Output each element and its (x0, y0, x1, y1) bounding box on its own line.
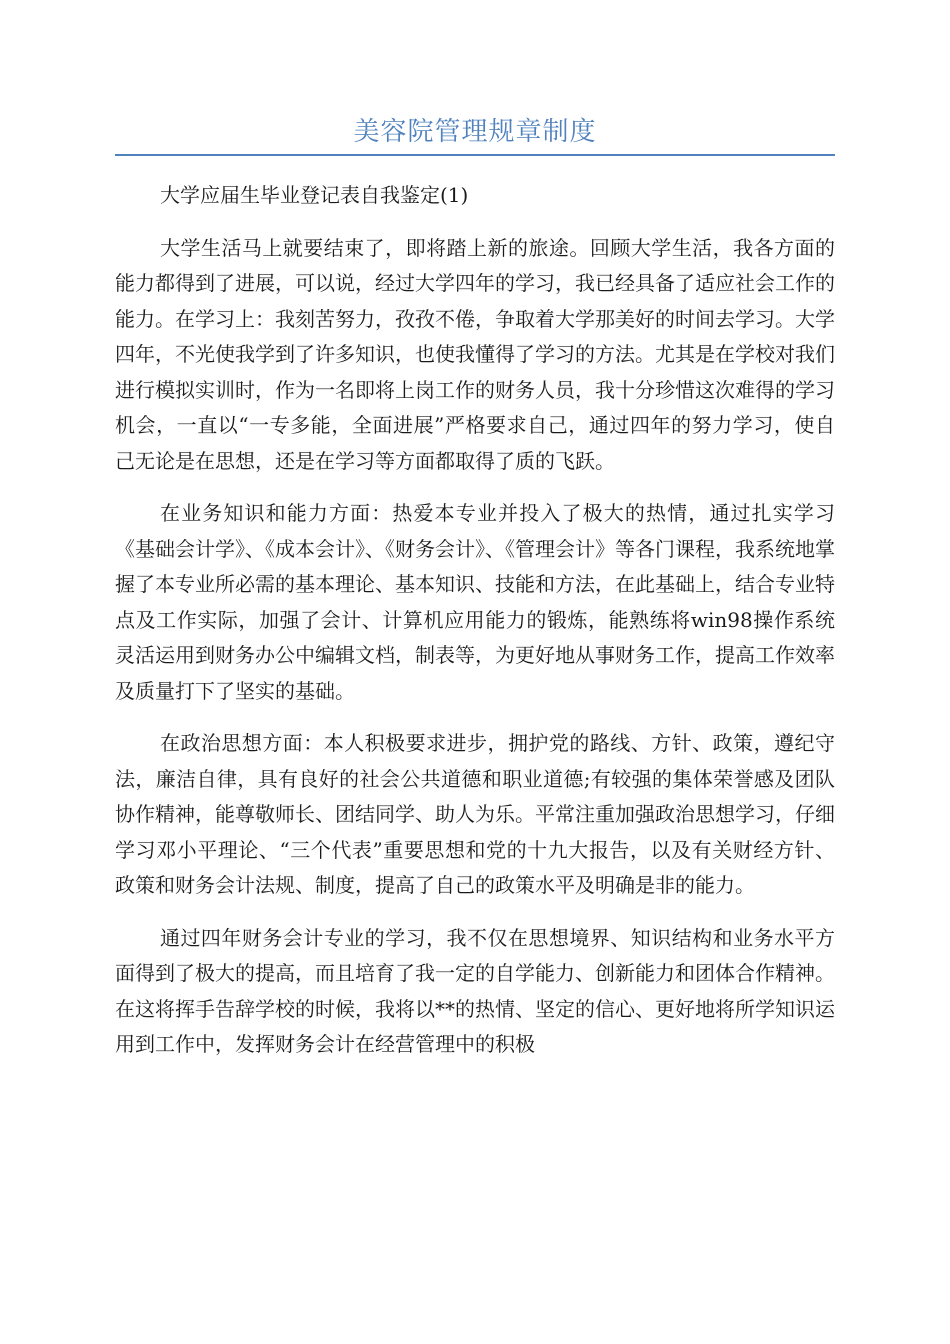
document-title: 美容院管理规章制度 (353, 117, 597, 147)
title-underline (115, 154, 835, 156)
paragraph-2: 在业务知识和能力方面：热爱本专业并投入了极大的热情，通过扎实学习《基础会计学》、《成本会计》、《财务会计》、《管理会计》等各门课程，我系统地掌握了本专业所必需的基本理论、基本知识、技能和方法，在此基础上，结合专业特点及工作实际，加强了会计、计算机应用能力的锻炼，能熟练将win98操作系统灵活运用到财务办公中编辑文档，制表等，为更好地从事财务工作，提高工作效率及质量打下了坚实的基础。 (115, 501, 835, 703)
document-body (115, 178, 835, 1080)
paragraph-1: 大学生活马上就要结束了，即将踏上新的旅途。回顾大学生活，我各方面的能力都得到了进展，可以说，经过大学四年的学习，我已经具备了适应社会工作的能力。在学习上：我刻苦努力，孜孜不倦，争取着大学那美好的时间去学习。大学四年，不光使我学到了许多知识，也使我懂得了学习的方法。尤其是在学校对我们进行模拟实训时，作为一名即将上岗工作的财务人员，我十分珍惜这次难得的学习机会，一直以“一专多能，全面进展”严格要求自己，通过四年的努力学习，使自己无论是在思想，还是在学习等方面都取得了质的飞跃。 (115, 235, 835, 473)
section-heading: 大学应届生毕业登记表自我鉴定(1) (160, 183, 469, 207)
paragraph-4: 通过四年财务会计专业的学习，我不仅在思想境界、知识结构和业务水平方面得到了极大的提高，而且培育了我一定的自学能力、创新能力和团体合作精神。在这将挥手告辞学校的时候，我将以**的热情、坚定的信心、更好地将所学知识运用到工作中，发挥财务会计在经营管理中的积极 (115, 925, 835, 1056)
document-header (115, 112, 835, 156)
paragraph-3: 在政治思想方面：本人积极要求进步，拥护党的路线、方针、政策，遵纪守法，廉洁自律，具有良好的社会公共道德和职业道德;有较强的集体荣誉感及团队协作精神，能尊敬师长、团结同学、助人为乐。平常注重加强政治思想学习，仔细学习邓小平理论、“三个代表”重要思想和党的十九大报告，以及有关财经方针、政策和财务会计法规、制度，提高了自己的政策水平及明确是非的能力。 (115, 731, 835, 897)
